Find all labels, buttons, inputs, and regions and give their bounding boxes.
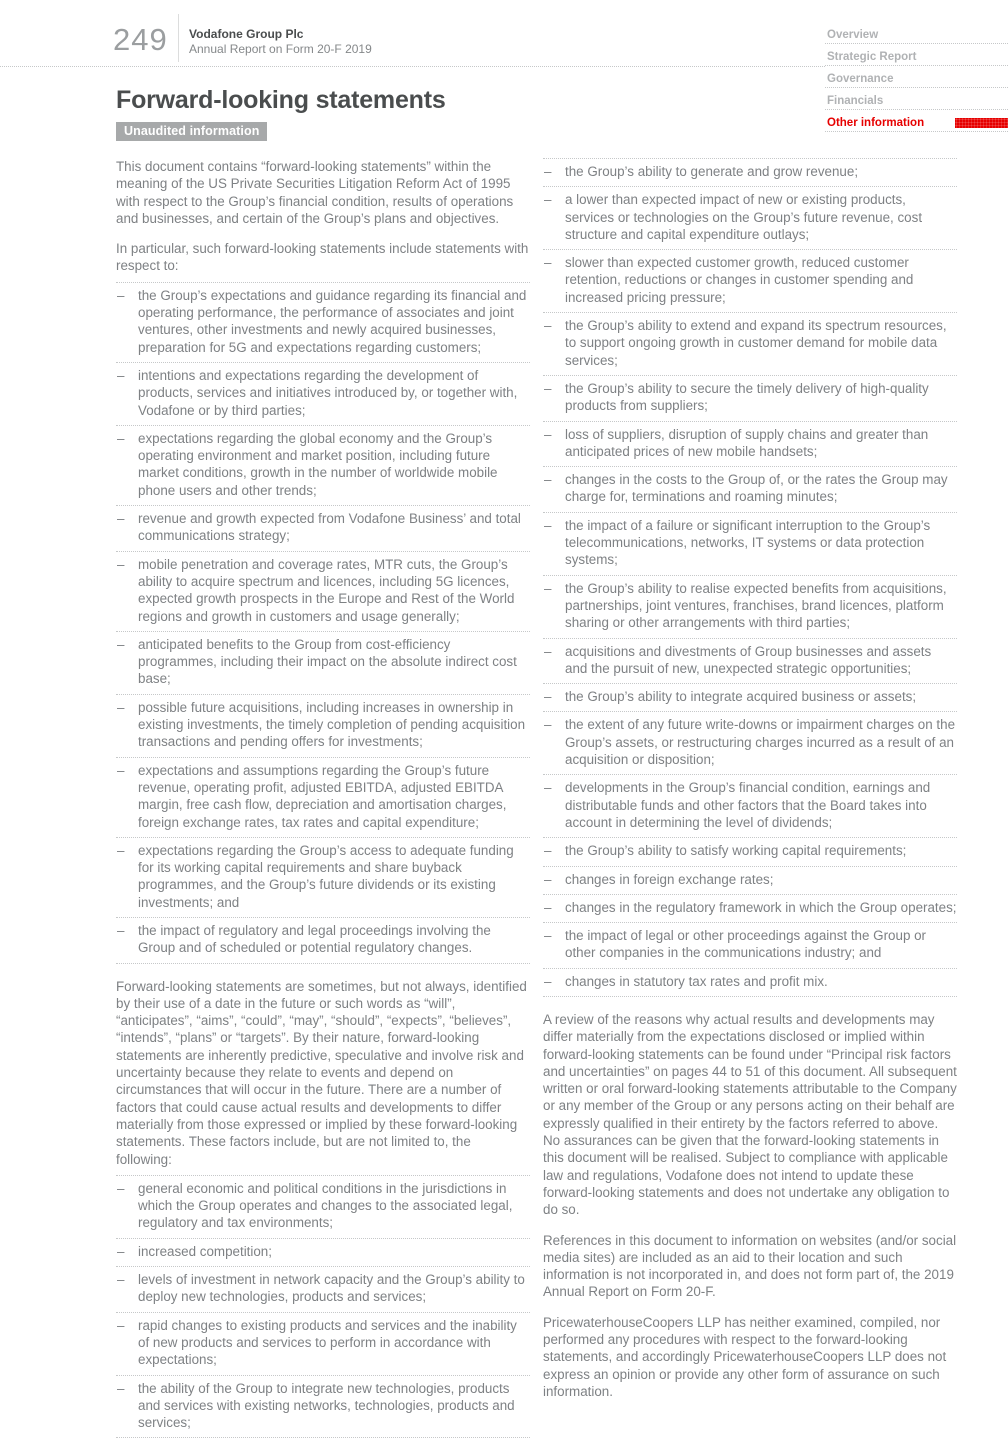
list-item (543, 512, 957, 575)
list-item-text: the impact of legal or other proceedings against the Group or other companies in the communications industry; and (565, 928, 927, 961)
report-title: Annual Report on Form 20-F 2019 (189, 42, 372, 56)
header-rule-divider (0, 66, 825, 67)
list-item (116, 551, 530, 631)
list-item (543, 774, 957, 837)
paragraph: This document contains “forward-looking statements” within the meaning of the US Private Securities Litigation Reform Act of 1995 with respect to the Group’s financial condition, results of operations and businesses, and certain of the Group’s plans and objectives. (116, 159, 514, 226)
bullet-dash-icon: – (544, 689, 552, 705)
list-item-text: the Group’s ability to extend and expand its spectrum resources, to support ongoing growth in customer demand for mobile data services; (565, 318, 947, 368)
list-item (543, 186, 957, 249)
bullet-dash-icon: – (117, 511, 125, 527)
bullet-dash-icon: – (544, 517, 552, 533)
list-item (116, 1312, 530, 1375)
bullet-dash-icon: – (544, 717, 552, 733)
nav-item-strategic-report[interactable] (825, 44, 1008, 66)
nav-label: Other information (827, 116, 925, 129)
header-divider (178, 14, 179, 62)
list-item (116, 425, 530, 505)
list-item (543, 866, 957, 894)
right-column (543, 158, 957, 1452)
list-item (116, 1266, 530, 1312)
bullet-dash-icon: – (117, 636, 125, 652)
nav-label: Overview (827, 28, 879, 41)
list-item (116, 1175, 530, 1238)
paragraph: PricewaterhouseCoopers LLP has neither examined, compiled, nor performed any procedures with respect to the forward-looking statements, and accordingly PricewaterhouseCoopers LLP does not express an opinion or provide any other form of assurance on such information. (543, 1314, 947, 1399)
paragraph: References in this document to information on websites (and/or social media sites) are included as an aid to their location and such information is not incorporated in, and does not form part of, the 2019 Annual Report on Form 20-F. (543, 1232, 957, 1300)
bullet-dash-icon: – (544, 192, 552, 208)
bullet-dash-icon: – (117, 430, 125, 446)
list-item-text: the Group’s ability to generate and grow revenue; (565, 164, 859, 179)
bullet-dash-icon: – (117, 367, 125, 383)
list-item (116, 505, 530, 551)
list-item-text: revenue and growth expected from Vodafone Business’ and total communications strategy; (138, 511, 521, 544)
list-item (543, 683, 957, 711)
bullet-dash-icon: – (117, 556, 125, 572)
list-item (116, 917, 530, 963)
list-item (543, 375, 957, 421)
list-item (116, 1375, 530, 1438)
list-item-text: developments in the Group’s financial condition, earnings and distributable funds and other factors that the Board takes into account in determining the level of dividends; (565, 780, 931, 830)
bullet-dash-icon: – (544, 643, 552, 659)
bullet-dash-icon: – (117, 1380, 125, 1396)
list-item (543, 249, 957, 312)
closing-paragraphs (543, 1011, 957, 1400)
list-item-text: possible future acquisitions, including increases in ownership in existing investments, the timely completion of pending acquisition transactions and pending offers for investments; (138, 699, 526, 750)
bullet-dash-icon: – (544, 899, 552, 915)
list-item (116, 282, 530, 362)
bullet-dash-icon: – (544, 843, 552, 859)
list-item (543, 466, 957, 512)
list-item (543, 312, 957, 375)
bullet-dash-icon: – (117, 1243, 125, 1259)
nav-label: Strategic Report (827, 50, 917, 63)
list-item (543, 575, 957, 638)
bullet-dash-icon: – (544, 472, 552, 488)
list-item-text: the Group’s expectations and guidance regarding its financial and operating performance, the performance of associates and joint ventures, other investments and newly acquired businesses, preparation for 5G and expectations regarding customers; (138, 287, 527, 355)
bullet-dash-icon: – (117, 287, 125, 303)
list-item-text: anticipated benefits to the Group from cost-efficiency programmes, including their impact on the absolute indirect cost base; (138, 636, 517, 687)
bullet-dash-icon: – (117, 922, 125, 938)
bullet-dash-icon: – (544, 780, 552, 796)
list-item-text: changes in the regulatory framework in which the Group operates; (565, 899, 957, 915)
list-item-text: the Group’s ability to secure the timely delivery of high-quality products from suppliers; (565, 380, 929, 414)
report-header (189, 27, 372, 57)
list-item-text: a lower than expected impact of new or existing products, services or technologies on the Group’s future revenue, cost structure and capital expenditure outlays; (565, 192, 923, 242)
main-content (116, 86, 957, 1452)
list-item-text: expectations and assumptions regarding the Group’s future revenue, operating profit, adjusted EBITDA, adjusted EBITDA margin, free cash flow, depreciation and amortisation charges, foreign exchange rates, tax rates and capital expenditure; (138, 762, 507, 830)
list-item-text: increased competition; (138, 1243, 272, 1259)
bullet-dash-icon: – (117, 699, 125, 715)
list-item-text: loss of suppliers, disruption of supply chains and greater than anticipated prices of new mobile handsets; (565, 426, 929, 459)
list-item-text: the ability of the Group to integrate new technologies, products and services with existing networks, technologies, products and services; (138, 1380, 515, 1431)
list-item-text: expectations regarding the Group’s access to adequate funding for its working capital requirements and share buyback programmes, and the Group’s future dividends or its existing investments; and (138, 842, 514, 910)
list-item (543, 922, 957, 968)
list-item (543, 837, 957, 865)
bullet-dash-icon: – (544, 318, 552, 334)
bullet-dash-icon: – (544, 580, 552, 596)
unaudited-badge: Unaudited information (116, 122, 267, 141)
bullet-dash-icon: – (544, 380, 552, 396)
list-item (116, 1238, 530, 1266)
list-item (116, 694, 530, 757)
list-item (543, 968, 957, 996)
list-item (116, 631, 530, 694)
list-item (116, 837, 530, 917)
list-item-text: mobile penetration and coverage rates, MTR cuts, the Group’s ability to acquire spectrum and licences, including 5G licences, expected growth prospects in the Europe and Rest of the World regions and growth in customers and usage generally; (138, 556, 515, 624)
list-item-text: expectations regarding the global economy and the Group’s operating environment and market position, including future market conditions, growth in the number of worldwide mobile phone users and other trends; (138, 430, 498, 498)
nav-item-governance[interactable] (825, 66, 1008, 88)
page-title: Forward-looking statements (116, 86, 446, 114)
left-column (116, 158, 530, 1452)
nav-item-overview[interactable] (825, 22, 1008, 44)
page-number: 249 (113, 22, 168, 57)
bullet-dash-icon: – (544, 426, 552, 442)
intro-paragraphs (116, 158, 530, 275)
bullet-dash-icon: – (544, 255, 552, 271)
list-item-text: intentions and expectations regarding the development of products, services and initiatives introduced by, or together with, Vodafone or by third parties; (138, 367, 518, 418)
nav-label: Governance (827, 72, 894, 85)
bullet-dash-icon: – (117, 762, 125, 778)
bullet-dash-icon: – (544, 871, 552, 887)
bullet-dash-icon: – (117, 842, 125, 858)
bullet-dash-icon: – (544, 928, 552, 944)
bullet-dash-icon: – (544, 164, 552, 179)
list-item-text: levels of investment in network capacity and the Group’s ability to deploy new technologies, products and services; (138, 1272, 525, 1305)
list-item-text: the Group’s ability to realise expected benefits from acquisitions, partnerships, joint ventures, franchises, brand licences, platform sharing or other arrangements with third parties; (565, 580, 947, 631)
list-item-text: acquisitions and divestments of Group businesses and assets and the pursuit of new, unexpected strategic opportunities; (565, 643, 932, 676)
paragraph: In particular, such forward-looking statements include statements with respect to: (116, 241, 529, 274)
list-item-text: changes in foreign exchange rates; (565, 871, 774, 887)
list-item (543, 894, 957, 922)
list-item (543, 158, 957, 186)
list-item-text: the Group’s ability to satisfy working capital requirements; (565, 843, 907, 859)
list-item-text: the Group’s ability to integrate acquired business or assets; (565, 689, 917, 705)
paragraph: Forward-looking statements are sometimes, but not always, identified by their use of a date in the future or such words as “will”, “anticipates”, “aims”, “could”, “may”, “should”, “expects”, “believes”, “intends”, “plans” or “targets”. By their nature, forward-looking statements are inherently predictive, speculative and involve risk and uncertainty because they relate to events and depend on circumstances that will occur in the future. There are a number of factors that could cause actual results and developments to differ materially from those expressed or implied by these forward-looking statements. These factors include, but are not limited to, the following: (116, 978, 527, 1167)
nav-label: Financials (827, 94, 884, 107)
bullet-dash-icon: – (117, 1272, 125, 1288)
list-item-text: slower than expected customer growth, reduced customer retention, reductions or changes in customer spending and increased pricing pressure; (565, 255, 914, 305)
list-item-text: the impact of a failure or significant interruption to the Group’s telecommunications, networks, IT systems or data protection systems; (565, 517, 931, 568)
company-name: Vodafone Group Plc (189, 27, 304, 41)
factors-list-right (543, 158, 957, 997)
bullet-dash-icon: – (117, 1180, 125, 1196)
list-item (116, 362, 530, 425)
list-item (543, 711, 957, 774)
list-item-text: the impact of regulatory and legal proceedings involving the Group and of scheduled or potential regulatory changes. (138, 922, 491, 956)
list-item-text: general economic and political conditions in the jurisdictions in which the Group operates and changes to the associated legal, regulatory and tax environments; (138, 1180, 513, 1231)
list-item (543, 421, 957, 467)
bullet-dash-icon: – (544, 973, 552, 989)
list-item-text: changes in statutory tax rates and profit mix. (565, 973, 828, 989)
list-item-text: the extent of any future write-downs or impairment charges on the Group’s assets, or restructuring charges incurred as a result of an acquisition or disposition; (565, 717, 956, 768)
list-item-text: rapid changes to existing products and services and the inability of new products and services to perform in accordance with expectations; (138, 1317, 517, 1368)
statements-list (116, 282, 530, 964)
active-section-marker (955, 118, 1008, 128)
bullet-dash-icon: – (117, 1317, 125, 1333)
list-item (543, 638, 957, 684)
paragraph: A review of the reasons why actual results and developments may differ materially from the expectations disclosed or implied within forward-looking statements can be found under “Principal risk factors and uncertainties” on pages 44 to 51 of this document. All subsequent written or oral forward-looking statements attributable to the Company or any member of the Group or any persons acting on their behalf are expressly qualified in their entirety by the factors referred to above. No assurances can be given that the forward-looking statements in this document will be realised. Subject to compliance with applicable law and regulations, Vodafone does not intend to update these forward-looking statements and does not undertake any obligation to do so. (543, 1011, 957, 1218)
list-item-text: changes in the costs to the Group of, or the rates the Group may charge for, terminations and roaming minutes; (565, 472, 948, 505)
factors-list-left (116, 1175, 530, 1439)
list-item (116, 757, 530, 837)
factors-intro-paragraph (116, 978, 530, 1168)
